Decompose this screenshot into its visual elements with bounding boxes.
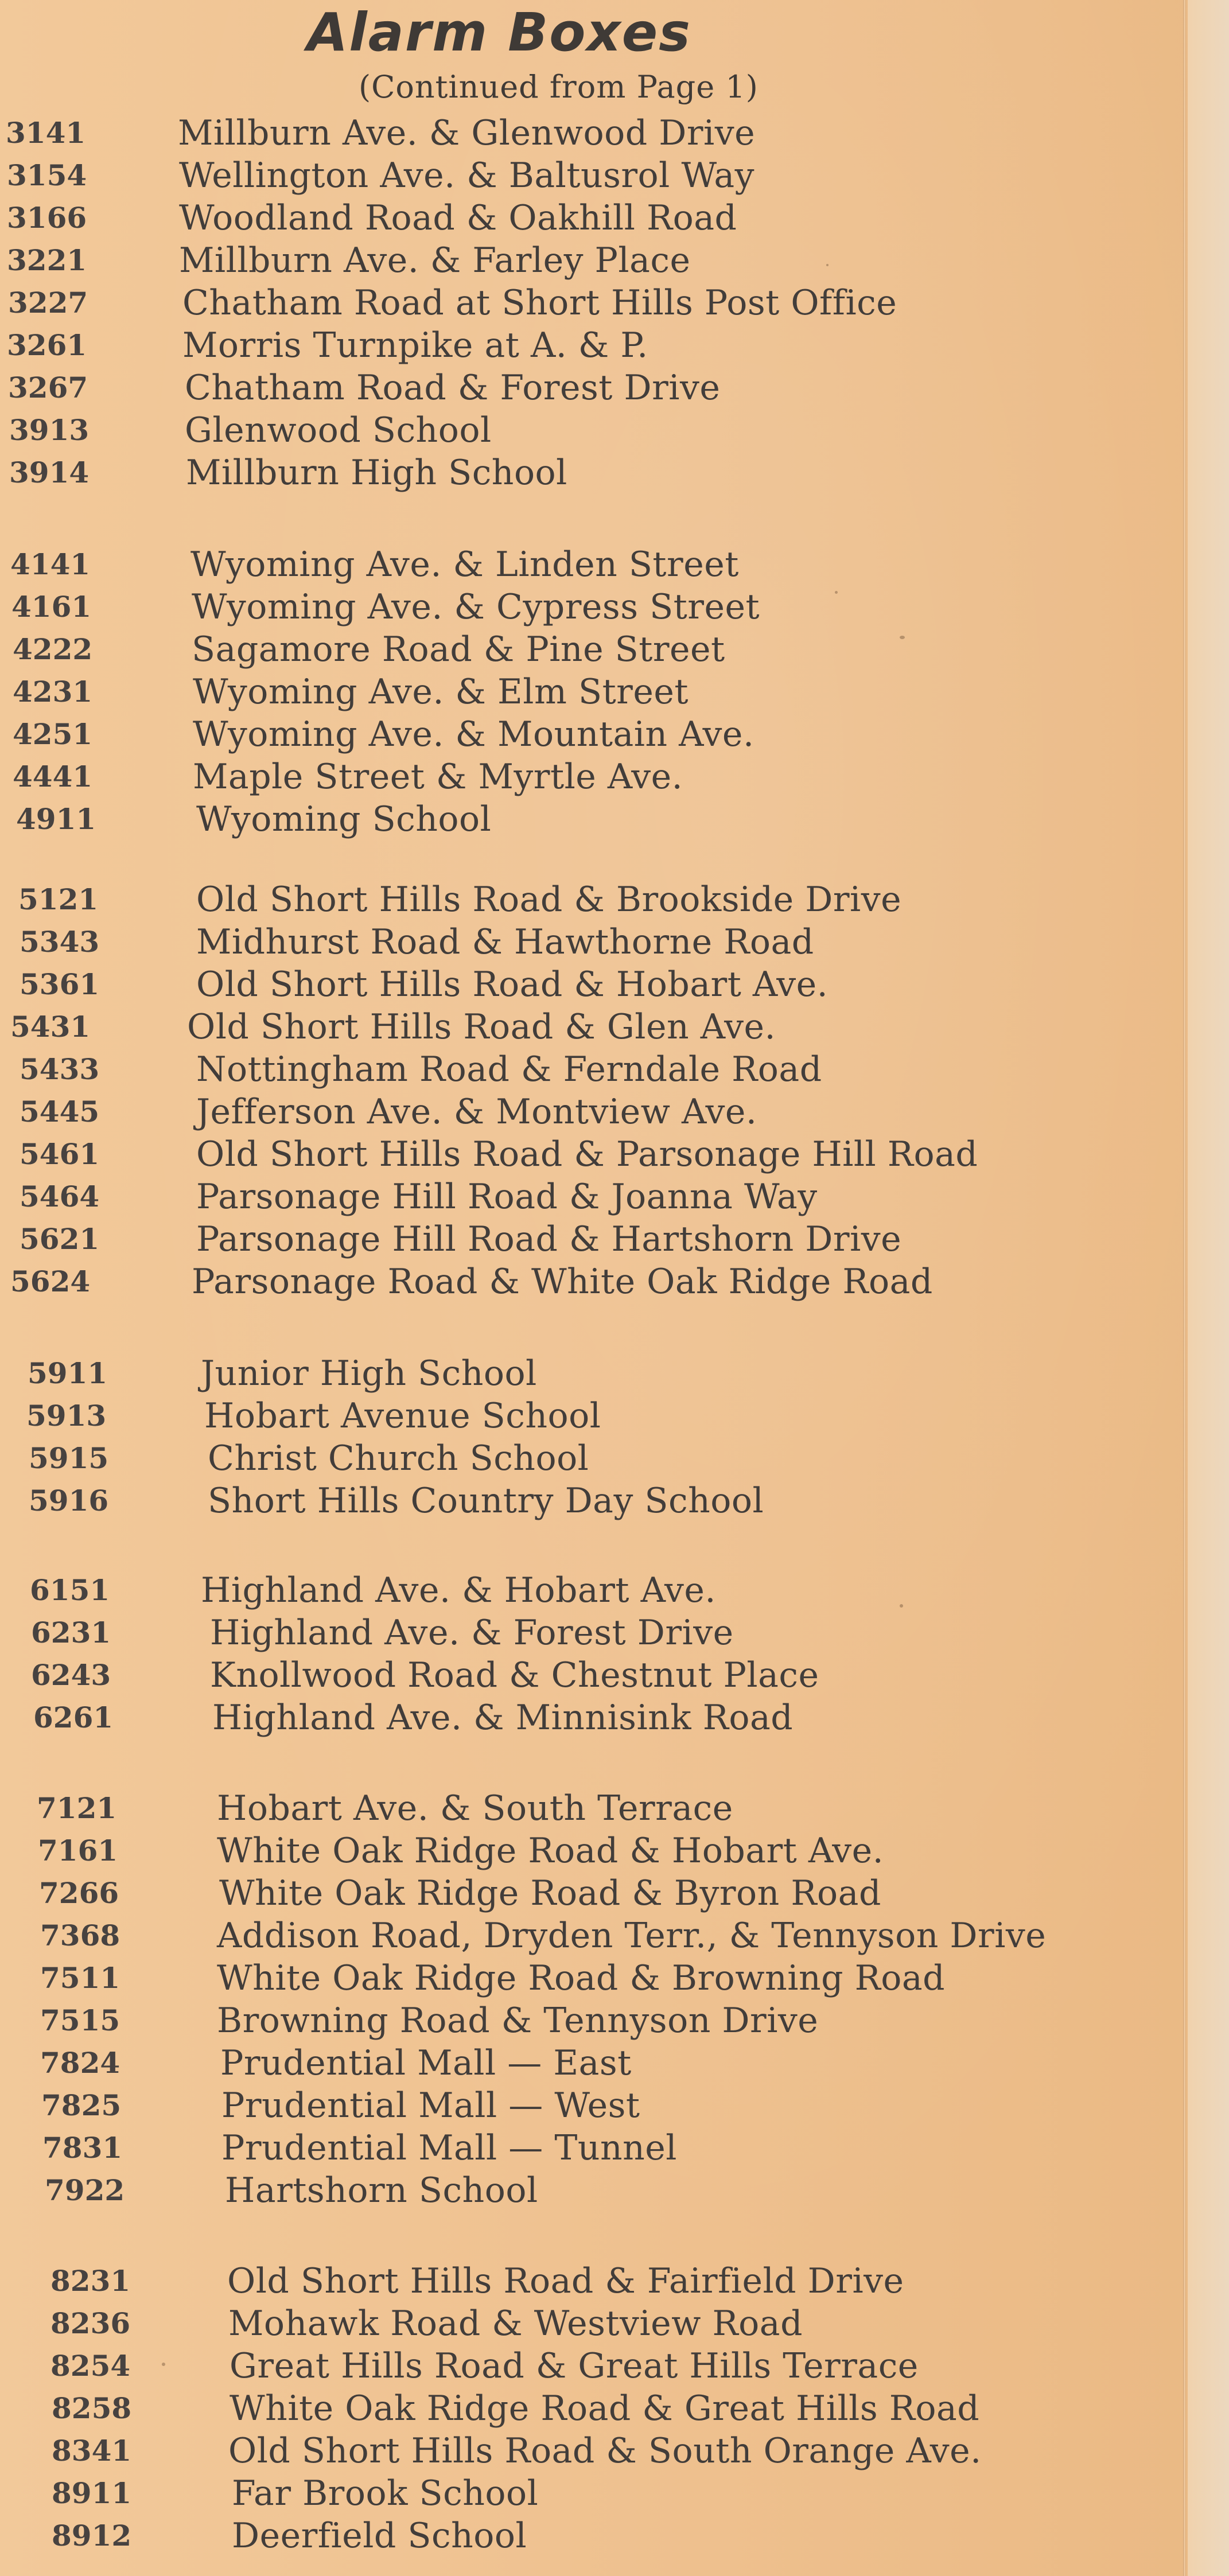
alarm-box-number: 4141 [10, 547, 91, 581]
alarm-box-location: Knollwood Road & Chestnut Place [210, 1655, 819, 1695]
list-item [0, 1697, 1182, 1738]
page-subtitle: (Continued from Page 1) [359, 69, 759, 105]
alarm-box-number: 3221 [7, 243, 87, 277]
alarm-box-location: Addison Road, Dryden Terr., & Tennyson Drive [217, 1916, 1047, 1956]
alarm-box-location: Parsonage Hill Road & Joanna Way [196, 1177, 818, 1217]
alarm-box-location: Hartshorn School [225, 2170, 538, 2211]
list-item [0, 2127, 1182, 2169]
alarm-box-location: Chatham Road at Short Hills Post Office [182, 283, 897, 323]
alarm-box-number: 5461 [20, 1137, 100, 1171]
alarm-box-number: 7266 [39, 1876, 119, 1910]
alarm-box-location: Old Short Hills Road & Parsonage Hill Road [196, 1134, 978, 1174]
alarm-box-number: 4911 [16, 802, 96, 836]
alarm-box-location: Parsonage Road & White Oak Ridge Road [192, 1262, 933, 1302]
list-item [0, 714, 1182, 755]
list-item [0, 1570, 1182, 1611]
list-item [0, 1438, 1182, 1479]
paper-speck [162, 2363, 165, 2366]
alarm-box-location: Sagamore Road & Pine Street [192, 629, 725, 670]
alarm-box-number: 3166 [7, 201, 87, 235]
alarm-box-location: White Oak Ridge Road & Browning Road [217, 1958, 946, 1998]
alarm-box-number: 6231 [31, 1616, 111, 1649]
alarm-box-location: Mohawk Road & Westview Road [228, 2303, 803, 2344]
list-item [0, 1873, 1182, 1914]
alarm-box-number: 7922 [45, 2173, 125, 2207]
list-item [0, 1788, 1182, 1829]
alarm-box-location: Wyoming Ave. & Elm Street [193, 672, 689, 712]
alarm-box-number: 7825 [41, 2088, 122, 2122]
list-item [0, 1091, 1182, 1133]
list-item [0, 629, 1182, 670]
alarm-box-number: 3154 [7, 158, 87, 192]
alarm-box-number: 8236 [50, 2306, 131, 2340]
list-item [0, 240, 1182, 281]
alarm-box-number: 7161 [38, 1834, 118, 1867]
list-item [0, 2085, 1182, 2126]
alarm-box-location: Chatham Road & Forest Drive [185, 368, 721, 408]
alarm-box-location: Nottingham Road & Ferndale Road [196, 1049, 822, 1089]
alarm-box-location: White Oak Ridge Road & Byron Road [219, 1873, 881, 1913]
alarm-box-number: 5433 [20, 1052, 100, 1086]
list-item [0, 2388, 1182, 2429]
alarm-box-location: Junior High School [201, 1353, 537, 1394]
alarm-box-number: 4441 [13, 760, 93, 793]
alarm-box-number: 3261 [7, 328, 87, 362]
list-item [0, 2303, 1182, 2344]
list-item [0, 1915, 1182, 1956]
alarm-box-number: 3914 [9, 456, 90, 489]
alarm-box-location: Jefferson Ave. & Montview Ave. [196, 1092, 757, 1132]
alarm-box-number: 6243 [31, 1658, 111, 1692]
list-item [0, 1176, 1182, 1217]
alarm-box-number: 5621 [20, 1222, 100, 1256]
alarm-box-number: 5464 [20, 1180, 100, 1213]
alarm-box-number: 7824 [40, 2046, 120, 2080]
alarm-box-location: Christ Church School [208, 1438, 589, 1478]
alarm-box-number: 4251 [13, 717, 93, 751]
page-title: Alarm Boxes [307, 2, 691, 63]
alarm-box-number: 3141 [6, 116, 86, 150]
alarm-box-number: 5911 [28, 1356, 108, 1390]
alarm-box-location: Wyoming Ave. & Cypress Street [192, 587, 760, 627]
alarm-box-number: 6261 [33, 1701, 114, 1734]
list-item [0, 1261, 1182, 1302]
list-item [0, 671, 1182, 713]
alarm-box-location: White Oak Ridge Road & Hobart Ave. [217, 1831, 884, 1871]
alarm-box-number: 5915 [29, 1441, 109, 1475]
alarm-box-location: Great Hills Road & Great Hills Terrace [230, 2346, 919, 2386]
alarm-box-number: 5361 [20, 967, 100, 1001]
alarm-box-location: Old Short Hills Road & Fairfield Drive [227, 2261, 904, 2301]
list-item [0, 1655, 1182, 1696]
alarm-box-location: Parsonage Hill Road & Hartshorn Drive [196, 1219, 902, 1259]
alarm-box-location: Morris Turnpike at A. & P. [182, 325, 648, 365]
list-item [0, 1830, 1182, 1871]
alarm-box-location: Deerfield School [232, 2516, 527, 2556]
paper-speck [900, 636, 905, 639]
alarm-box-location: Midhurst Road & Hawthorne Road [196, 922, 814, 962]
paper-fold [1183, 0, 1186, 2576]
list-item [0, 1049, 1182, 1090]
alarm-box-number: 5624 [10, 1264, 91, 1298]
alarm-box-location: Woodland Road & Oakhill Road [179, 198, 737, 238]
alarm-box-number: 8254 [50, 2349, 131, 2383]
list-item [0, 586, 1182, 628]
list-item [0, 544, 1182, 585]
alarm-box-number: 8912 [52, 2519, 132, 2552]
list-item [0, 756, 1182, 797]
paper-speck [900, 1604, 903, 1608]
paper-speck [826, 264, 829, 266]
alarm-box-location: Short Hills Country Day School [208, 1481, 764, 1521]
list-item [0, 2430, 1182, 2472]
alarm-box-number: 5445 [20, 1095, 100, 1129]
list-item [0, 1134, 1182, 1175]
list-item [0, 2515, 1182, 2556]
alarm-box-number: 8341 [52, 2434, 132, 2468]
list-item [0, 452, 1182, 493]
list-item [0, 155, 1182, 196]
list-item [0, 879, 1182, 920]
alarm-box-number: 8258 [52, 2391, 132, 2425]
alarm-box-number: 5431 [10, 1010, 91, 1044]
alarm-box-number: 8231 [50, 2264, 131, 2298]
alarm-box-location: Highland Ave. & Hobart Ave. [201, 1570, 716, 1610]
alarm-box-number: 5913 [26, 1399, 107, 1433]
alarm-box-location: Wyoming Ave. & Mountain Ave. [193, 714, 754, 754]
list-item [0, 1353, 1182, 1394]
list-item [0, 1958, 1182, 1999]
alarm-box-number: 8911 [52, 2476, 132, 2510]
alarm-box-location: Far Brook School [232, 2473, 539, 2513]
list-item [0, 2473, 1182, 2514]
alarm-box-location: Highland Ave. & Minnisink Road [212, 1698, 794, 1738]
alarm-box-location: Maple Street & Myrtle Ave. [193, 757, 683, 797]
paper-edge [1188, 0, 1229, 2576]
alarm-box-location: Old Short Hills Road & Glen Ave. [187, 1007, 776, 1047]
list-item [0, 325, 1182, 366]
list-item [0, 2000, 1182, 2041]
alarm-box-number: 7121 [37, 1791, 117, 1825]
list-item [0, 2170, 1182, 2211]
list-item [0, 112, 1182, 154]
alarm-box-number: 7511 [40, 1961, 120, 1995]
list-item [0, 2260, 1182, 2302]
alarm-box-number: 7368 [40, 1919, 120, 1952]
alarm-box-number: 4222 [13, 632, 93, 666]
paper-speck [835, 591, 838, 594]
list-item [0, 799, 1182, 840]
alarm-box-number: 6151 [30, 1573, 110, 1607]
list-item [0, 2345, 1182, 2387]
alarm-box-location: Millburn High School [186, 453, 567, 493]
alarm-box-location: Prudential Mall — East [220, 2043, 632, 2083]
alarm-box-number: 5916 [29, 1484, 109, 1517]
alarm-box-number: 7515 [40, 2003, 120, 2037]
alarm-box-location: Glenwood School [185, 410, 492, 450]
alarm-box-number: 4231 [13, 675, 93, 709]
list-item [0, 1480, 1182, 1522]
alarm-box-location: Prudential Mall — Tunnel [221, 2128, 677, 2168]
list-item [0, 282, 1182, 324]
list-item [0, 2042, 1182, 2084]
alarm-box-number: 5343 [20, 925, 100, 959]
alarm-box-number: 5121 [18, 882, 99, 916]
list-item [0, 367, 1182, 408]
alarm-box-location: Browning Road & Tennyson Drive [217, 2001, 819, 2041]
alarm-box-number: 7831 [42, 2131, 123, 2165]
alarm-box-location: Hobart Ave. & South Terrace [217, 1788, 733, 1828]
alarm-box-location: Wyoming Ave. & Linden Street [190, 544, 739, 585]
list-item [0, 197, 1182, 239]
list-item [0, 1395, 1182, 1437]
alarm-box-number: 4161 [11, 590, 92, 624]
alarm-box-number: 3267 [8, 371, 88, 404]
list-item [0, 1612, 1182, 1653]
alarm-box-location: Wellington Ave. & Baltusrol Way [179, 155, 755, 196]
alarm-box-location: Highland Ave. & Forest Drive [210, 1613, 734, 1653]
list-item [0, 1006, 1182, 1048]
alarm-box-location: Millburn Ave. & Farley Place [179, 240, 691, 281]
alarm-box-location: Prudential Mall — West [221, 2085, 640, 2126]
alarm-box-number: 3227 [8, 286, 88, 320]
list-item [0, 964, 1182, 1005]
alarm-box-location: Old Short Hills Road & Brookside Drive [196, 880, 902, 920]
alarm-box-location: White Oak Ridge Road & Great Hills Road [230, 2388, 980, 2429]
list-item [0, 921, 1182, 963]
alarm-box-number: 3913 [9, 413, 90, 447]
alarm-box-location: Old Short Hills Road & Hobart Ave. [196, 964, 829, 1005]
list-item [0, 1219, 1182, 1260]
alarm-box-location: Millburn Ave. & Glenwood Drive [178, 113, 756, 153]
alarm-box-location: Wyoming School [196, 799, 492, 839]
alarm-box-location: Old Short Hills Road & South Orange Ave. [228, 2431, 982, 2471]
list-item [0, 410, 1182, 451]
alarm-box-location: Hobart Avenue School [204, 1396, 601, 1436]
